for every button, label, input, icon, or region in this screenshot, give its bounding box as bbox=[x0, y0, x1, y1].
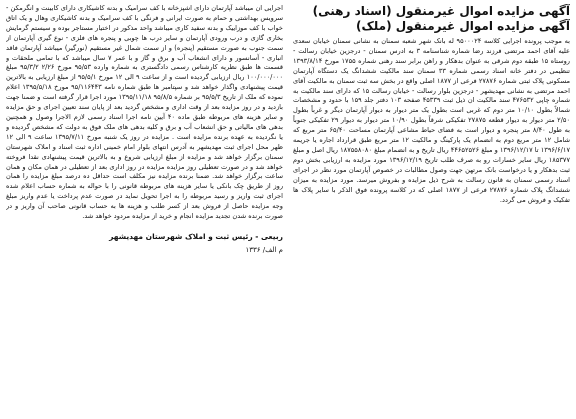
right-column-body: به موجب پرونده اجرایی کلاسه ۹۵۰۰۰۲۴ له بانک شهر شعبه سمنان به نشانی سمنان خیابان سعدی علیه آقای احمد مرتضی فرزند رضا شماره شناسنامه ۳ به ادرس سمنان - درجزین خیابان رسالت - روستاه ۱۵ طبقه دوم شرقی به عنوان بدهکار و راهن برابر سند رهنی شماره ۱۷۵۵ مورخ ۱۳۹۳/۸/۱۴ تنظیمی در دفتر خانه اسناد رسمی شماره ۳۳ سمنان سند مالکیت ششدانگ یک دستگاه آپارتمان مسکونی پلاک ثبتی شماره ۲۷۸۷۶ فرعی از ۱۸۷۷ اصلی واقع در بخش سه ثبت سمنان به مالکیت آقای احمد مرتضی به نشانی مهدیشهر - درجزین بلوار رسالت - خیابان رسالت ۱۵ که دارای سند مالکیت به شماره چاپی ۴۷۶۵۳۲ سند مالکیت ان ذیل ثبت ۴۵۳۳۹ صفحه ۱۰۳ دفتر جلد ۱۵۹ با حدود و مشخصات شمالاً بطول ۱۰/۱۰ متر دوم که غربی است بطول یک متر دیوار به دیوار آپارتمان دیگر و غرباً بطول ۲/۵۰ متر دیوار به دیوار قطعه ۲۷۸۷۵ تفکیکی شرقاً بطول ۱۰/۹۰ متر دیوار به دیوار ۲۹ تفکیکی جنوباً به طول ۸/۴۰ متر پنجره و دیوار است به فضای حیاط مشاعی آپارتمان مساحت ۶۵/۴۰ متر مربع که شامل ۱۲ متر مربع دوم به انضمام یک پارکینگ و مالکیت ۱۲ متر مربع طبق قرارداد اجاره یا جریمه ۱۳۹۶/۶/۱۷ تا ۱۳۹۶/۱۲/۱۷ و مبلغ ۴۴۶۵۲۵۲۶ ریال تاریخ و به انضمام مبلغ ۱۸۷۵۵۸۰۸۰ ریال اصل و مبلغ ۱۸۵۳۷۷ ریال سایر خسارات رو به صرف طلب تاریخ ۱۳۹۶/۱۲/۱۹ مورد مزایده به ارزیابی بخش دوم ثبت بدهکار و یا درخواست بانک مرتهن جهت وصول مطالبات در خصوص آپارتمان مورد نظر در اجرای اسناد رسمی سمنان به قانون رسالت به شرح ذیل مزایده و بفروش میرسد. مورد مزایده به میزان ششدانگ پلاک شماره ۲۷۸۷۶ فرعی از ۱۸۷۷ اصلی که در کلاسه پرونده فوق الذکر با سایر پلاک ها تفکیک و فروش می گردد. bbox=[293, 37, 570, 204]
left-column-body: اجرایی ان میباشد آپارتمان دارای اشپزخانه با کف سرامیک و بدنه کاشیکاری دارای کابینت و انگرمکن - سرویس بهداشتی و حمام به صورت ایرانی و فرنگی با کف سرامیک و بدنه کاشیکاری وهال و یک اتاق خواب با کف موزاییک و بدنه سفید کاری میباشد واحد مذکور در اختیار مستاجر بوده و سیستم گرمایش بخاری گازی و درب ورودی آپارتمان و سایر درب ها چوبی و پنجره های فلزی - نوع گیری آپارتمان از سمت جنوب به صورت مستقیم (پنجره) و از سمت شمال غیر مستقیم (نورگیر) میباشد آپارتمان فاقد انباری - آسانسور و دارای انشعاب آب و برق و گاز و با عمر ۷ سال میباشد که با تمامی ملحقات و قسمت ها طبق نظریه کارشناس رسمی دادگستری به شماره وارده ۹۵/۵۳ مورخ ۲/۲۶ ۹۵/۳/۲ مبلغ ۱۰۰/۰۰۰/۰۰۰ ریال ارزیابی گردیده است و از ساعت ۹ الی ۱۲ مورخ ۹۵/۵/۱ از مبلغ ارزیابی به بالاترین قیمت پیشنهادی واگذار خواهد شد و سپتامبر ها طبق شماره نامه ۹۵/۱۱۶۴۴۳ مورخ ۱۳۹۵/۵/۱۸ اعلام نموده که ملک از تاریخ ۹۵/۵/۳ بر شماره ۹۵/۸/۵ ۱۳۹۵/۱۱/۱۸ مورد اجرا قرار گرفته است و ضمنا جهت بازدید و در روز مزایده بعد از وقت اداری و مشخص گردید بعد از پایان سند تعیین اجرای و حق مزایده و سایر هزینه های مربوطه طبق ماده ۴۰ آیین نامه اجرا اسناد رسمی لازم الاجرا وصول و همچنین بدهی های مالیاتی و حق انشعاب آب و برق و کلیه بدهی های ملک فوق به دولت که مشخص گردیده و یا نگردیده به عهده برنده مزایده است . مزایده در روز یک شنبه مورخ ۱۳۹۵/۷/۱۱ ساعت ۹ الی ۱۲ ظهر محل اجرای ثبت مهدیشهر به آدرس انتهای بلوار امام خمینی اداره ثبت اسناد و املاک شهرستان سمنان برگزار خواهد شد و مزایده از مبلغ ارزیابی شروع و به بالاترین قیمت پیشنهادی نقدا فروخته خواهد شد و در صورت تعطیلی روز مزایده مزایده در روز اداری بعد از تعطیلی در همان مکان و همان ساعت برگزار خواهد شد. ضمنا برنده مزایده نیز مکلف است حداقل ده درصد مبلغ مزایده را همان روز از طریق چک بانکی یا سایر هزینه های مربوطه قانونی را با حواله به شماره حساب اعلام شده اجرای ثبت واریز و رسید مربوطه را به اجرا تحویل نماید در صورت عدم پرداخت یا عدم واریز مبلغ وجه مزایده حاصل از فروش بعد از کسر طلب و هزینه ها به حساب قانونی صاحب آن واریز و در صورت برنده شدن تجدید مزایده انجام و خرید از مزایده مردود خواهد شد. bbox=[6, 4, 283, 221]
left-column bbox=[6, 4, 283, 415]
notice-code: م الف/ ۱۳۳۶ bbox=[245, 245, 283, 254]
signature: ربیعی - رئیس ثبت و املاک شهرستان مهدیشهر bbox=[109, 231, 283, 241]
notice-title-line1: آگهی مزایده اموال غیرمنقول (اسناد رهنی) bbox=[312, 4, 570, 18]
notice-columns bbox=[6, 4, 570, 415]
notice-title-line2: آگهی مزایده اموال غیرمنقول (ملک) bbox=[355, 19, 570, 33]
right-column bbox=[293, 4, 570, 415]
